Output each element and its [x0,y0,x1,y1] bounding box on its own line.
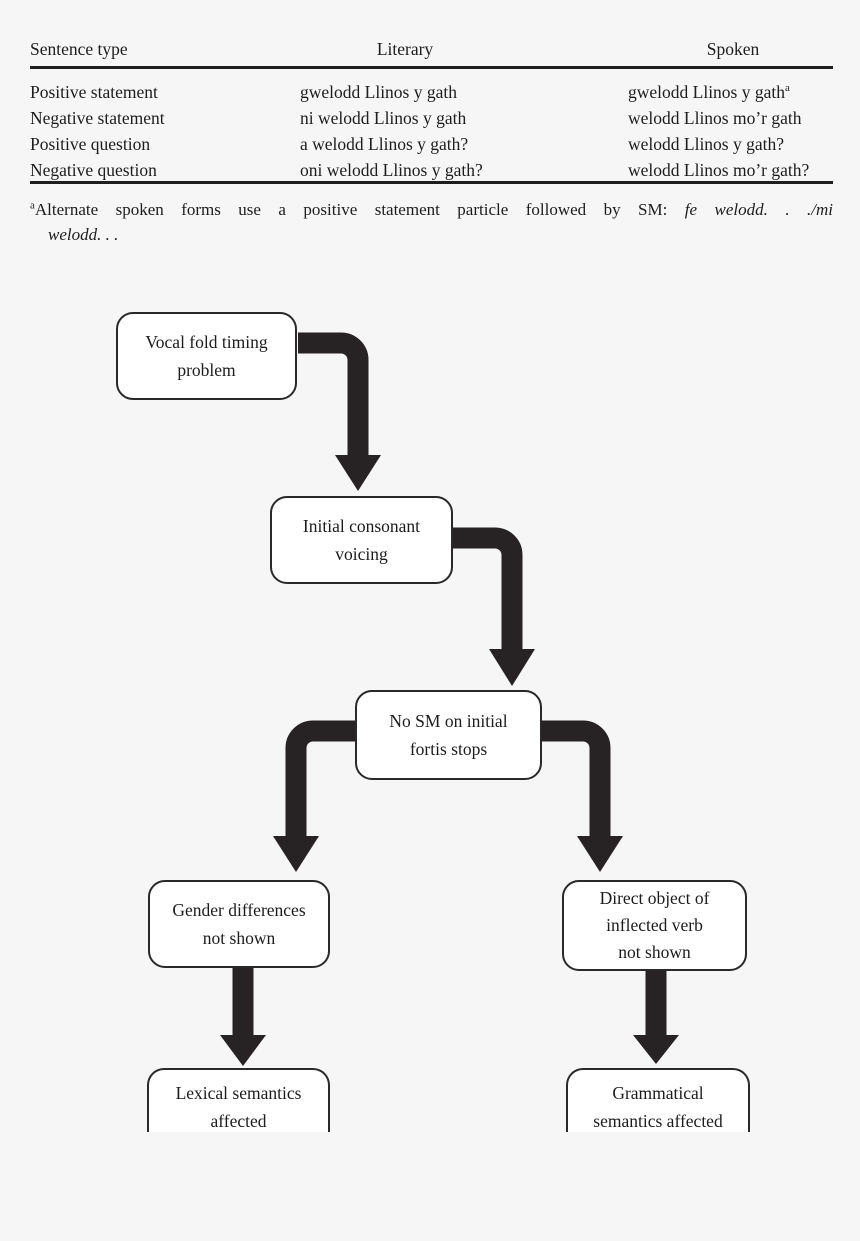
node-vocal-fold-timing-problem [116,312,297,400]
cell-literary: a welodd Llinos y gath? [300,134,469,154]
node-label-line: Lexical semantics [175,1083,302,1103]
arrowhead-grammatical [633,1035,679,1064]
node-label-line: problem [177,360,236,380]
arrowhead-voicing [335,455,381,491]
node-label-line: Direct object of [599,888,710,908]
arrowhead-gender [273,836,319,872]
header-literary: Literary [376,39,434,59]
node-grammatical-semantics-affected [566,1068,750,1132]
node-label-line: not shown [202,928,276,948]
footnote-marker-ref: a [785,82,790,95]
header-spoken: Spoken [706,39,760,59]
node-label-line: not shown [618,942,691,962]
node-lexical-semantics-affected [147,1068,330,1132]
cell-spoken: welodd Llinos mo’r gath? [628,160,810,180]
cell-literary: oni welodd Llinos y gath? [300,160,483,180]
footnote-text: Alternate spoken forms use a positive statement particle followed by SM: [34,200,685,219]
node-label-line: Grammatical [612,1083,704,1103]
cell-sentence-type: Positive statement [30,82,158,102]
arrowhead-object [577,836,623,872]
cell-sentence-type: Negative question [30,160,157,180]
node-label-line: voicing [335,544,388,564]
arrow-nosm-to-gender [296,731,355,838]
cell-sentence-type: Negative statement [30,108,165,128]
node-gender-differences-not-shown [148,880,330,968]
node-no-sm-on-initial-fortis-stops [355,690,542,780]
arrowhead-lexical [220,1035,266,1066]
node-label-line: inflected verb [606,915,703,935]
cell-sentence-type: Positive question [30,134,151,154]
node-label-line: Gender differences [172,900,306,920]
node-label-line: Vocal fold timing [145,332,268,352]
cell-spoken-text: gwelodd Llinos y gath [628,82,785,102]
node-label-line: Initial consonant [302,516,421,536]
arrow-vocal-to-voicing [298,343,358,457]
footnote-italic-example-continued: welodd. . . [48,225,119,244]
node-initial-consonant-voicing [270,496,453,584]
node-label-line: No SM on initial [389,711,508,731]
node-label-line: affected [210,1111,267,1131]
node-label-line: fortis stops [409,739,488,759]
cell-literary: gwelodd Llinos y gath [300,82,457,102]
footnote-marker: a [30,199,35,212]
arrow-nosm-to-object [542,731,600,838]
cell-spoken: welodd Llinos mo’r gath [628,108,802,128]
header-sentence-type: Sentence type [30,39,128,59]
cell-spoken: welodd Llinos y gath? [628,134,785,154]
footnote-italic-example: fe welodd. . ./mi [684,200,833,219]
arrow-voicing-to-nosm [453,538,512,651]
node-direct-object-not-shown [562,880,747,971]
arrowhead-nosm [489,649,535,686]
cell-literary: ni welodd Llinos y gath [300,108,467,128]
node-label-line: semantics affected [593,1111,723,1131]
